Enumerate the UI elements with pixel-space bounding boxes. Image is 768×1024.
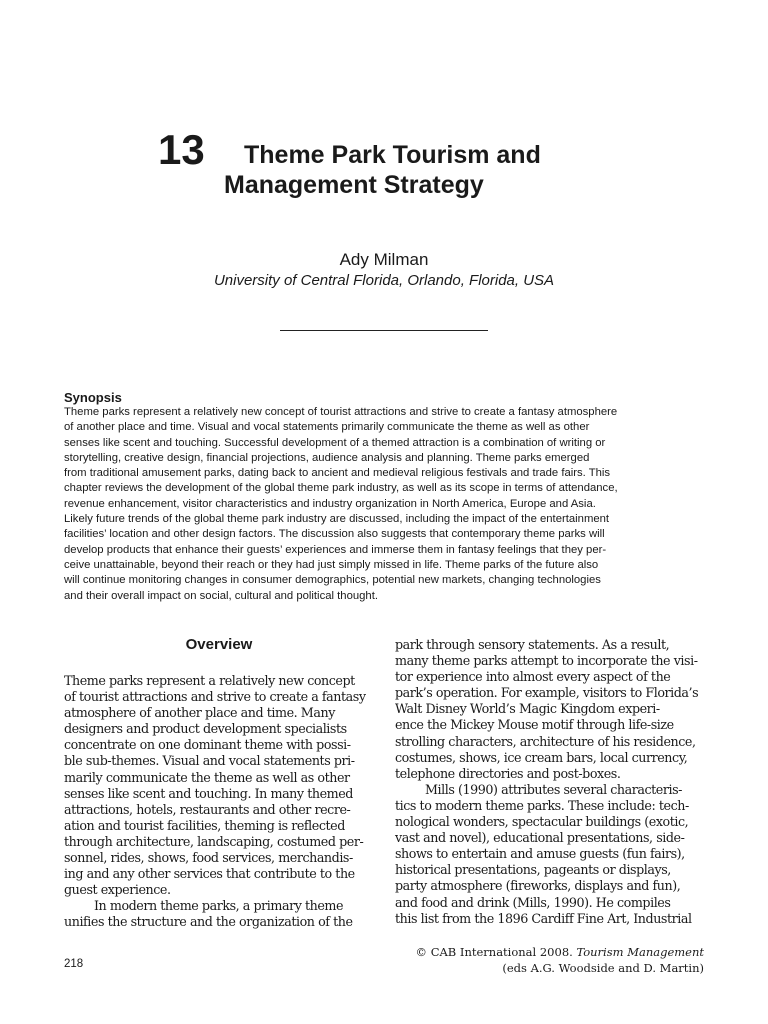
- body-line: ing and any other services that contribute to the: [64, 866, 355, 882]
- body-line: guest experience.: [64, 882, 171, 898]
- synopsis-text: [64, 405, 706, 604]
- synopsis-line: of another place and time. Visual and vocal statements primarily communicate the theme as well as other: [64, 421, 590, 434]
- synopsis-line: senses like scent and touching. Successful development of a themed attraction is a combination of writing or: [64, 436, 606, 449]
- synopsis-line: Theme parks represent a relatively new concept of tourist attractions and strive to create a fantasy atmosphere: [64, 406, 618, 418]
- body-line: strolling characters, architecture of his residence,: [395, 733, 696, 749]
- synopsis-line: storytelling, creative design, financial projections, audience analysis and planning. Theme parks emerged: [64, 451, 590, 464]
- book-editors: (eds A.G. Woodside and D. Martin): [502, 961, 704, 975]
- body-line: this list from the 1896 Cardiff Fine Art, Industrial: [395, 910, 692, 926]
- body-line: marily communicate the theme as well as other: [64, 769, 350, 785]
- chapter-title-line: Theme Park Tourism and: [244, 141, 541, 169]
- body-line: park through sensory statements. As a result,: [395, 637, 670, 652]
- body-line: atmosphere of another place and time. Many: [64, 705, 335, 721]
- author-name: Ady Milman: [339, 250, 429, 269]
- author-affiliation: University of Central Florida, Orlando, Florida, USA: [213, 272, 555, 289]
- synopsis-line: facilities’ location and other design factors. The discussion also suggests that contemporary theme parks will: [64, 528, 605, 541]
- copyright-line: [416, 944, 704, 960]
- body-line: designers and product development specialists: [64, 721, 347, 737]
- body-line: of tourist attractions and strive to create a fantasy: [64, 689, 366, 705]
- synopsis-line: chapter reviews the development of the global theme park industry, as well as its scope in terms of attendance,: [64, 482, 618, 495]
- body-line: Mills (1990) attributes several characteris-: [425, 781, 682, 797]
- body-line: party atmosphere (fireworks, displays and fun),: [395, 878, 681, 894]
- body-line: ence the Mickey Mouse motif through life-size: [395, 717, 674, 733]
- body-line: historical presentations, pageants or displays,: [395, 862, 671, 878]
- body-line: telephone directories and post-boxes.: [395, 765, 621, 781]
- body-line: unifies the structure and the organization of the: [64, 914, 353, 930]
- synopsis-line: develop products that enhance their guests’ experiences and immerse them in fantasy feelings that they per-: [64, 543, 607, 556]
- chapter-title: [224, 140, 694, 200]
- chapter-number: 13: [158, 126, 205, 173]
- synopsis-line: and their overall impact on social, cultural and political thought.: [64, 589, 378, 602]
- page-number: 218: [64, 958, 84, 970]
- body-line: nological wonders, spectacular buildings (exotic,: [395, 814, 689, 830]
- body-line: ation and tourist facilities, theming is reflected: [64, 817, 345, 833]
- synopsis-heading: Synopsis: [64, 390, 122, 405]
- body-line: sonnel, rides, shows, food services, merchandis-: [64, 850, 353, 866]
- body-line: tics to modern theme parks. These include: tech-: [395, 797, 689, 813]
- body-line: concentrate on one dominant theme with possi-: [64, 737, 351, 753]
- title-divider: [280, 330, 488, 331]
- body-line: park’s operation. For example, visitors to Florida’s: [395, 685, 699, 701]
- synopsis-line: revenue enhancement, visitor characteristics and industry organization in North America, Europe and Asia.: [64, 497, 596, 510]
- synopsis-line: from traditional amusement parks, dating back to ancient and medieval religious festivals and trade fairs. This: [64, 467, 611, 480]
- body-line: attractions, hotels, restaurants and other recre-: [64, 801, 351, 817]
- copyright-notice: [416, 944, 704, 976]
- book-title: Tourism Management: [576, 945, 704, 959]
- body-line: through architecture, landscaping, costumed per-: [64, 833, 364, 849]
- body-column-left: [64, 673, 376, 931]
- synopsis-line: Likely future trends of the global theme park industry are discussed, including the impact of the entertainment: [64, 513, 610, 526]
- body-line: Walt Disney World’s Magic Kingdom experi-: [395, 701, 660, 717]
- body-line: many theme parks attempt to incorporate the visi-: [395, 653, 698, 669]
- synopsis-line: ceive unattainable, beyond their reach or they had just simply missed in life. Theme parks of the future also: [64, 558, 599, 571]
- body-line: ble sub-themes. Visual and vocal statements pri-: [64, 753, 355, 769]
- body-line: tor experience into almost every aspect of the: [395, 669, 671, 685]
- copyright-prefix: © CAB International 2008.: [415, 945, 577, 959]
- body-line: shows to entertain and amuse guests (fun fairs),: [395, 846, 685, 862]
- synopsis-line: will continue monitoring changes in consumer demographics, potential new markets, changing technologies: [64, 574, 601, 587]
- body-line: costumes, shows, ice cream bars, local currency,: [395, 749, 688, 765]
- body-column-right: [395, 637, 707, 927]
- body-line: senses like scent and touching. In many themed: [64, 785, 353, 801]
- body-line: Theme parks represent a relatively new concept: [64, 673, 355, 688]
- overview-heading: Overview: [185, 636, 253, 653]
- body-line: vast and novel), educational presentations, side-: [395, 830, 685, 846]
- body-line: and food and drink (Mills, 1990). He compiles: [395, 894, 671, 910]
- chapter-title-line: Management Strategy: [224, 171, 484, 199]
- body-line: In modern theme parks, a primary theme: [94, 898, 344, 914]
